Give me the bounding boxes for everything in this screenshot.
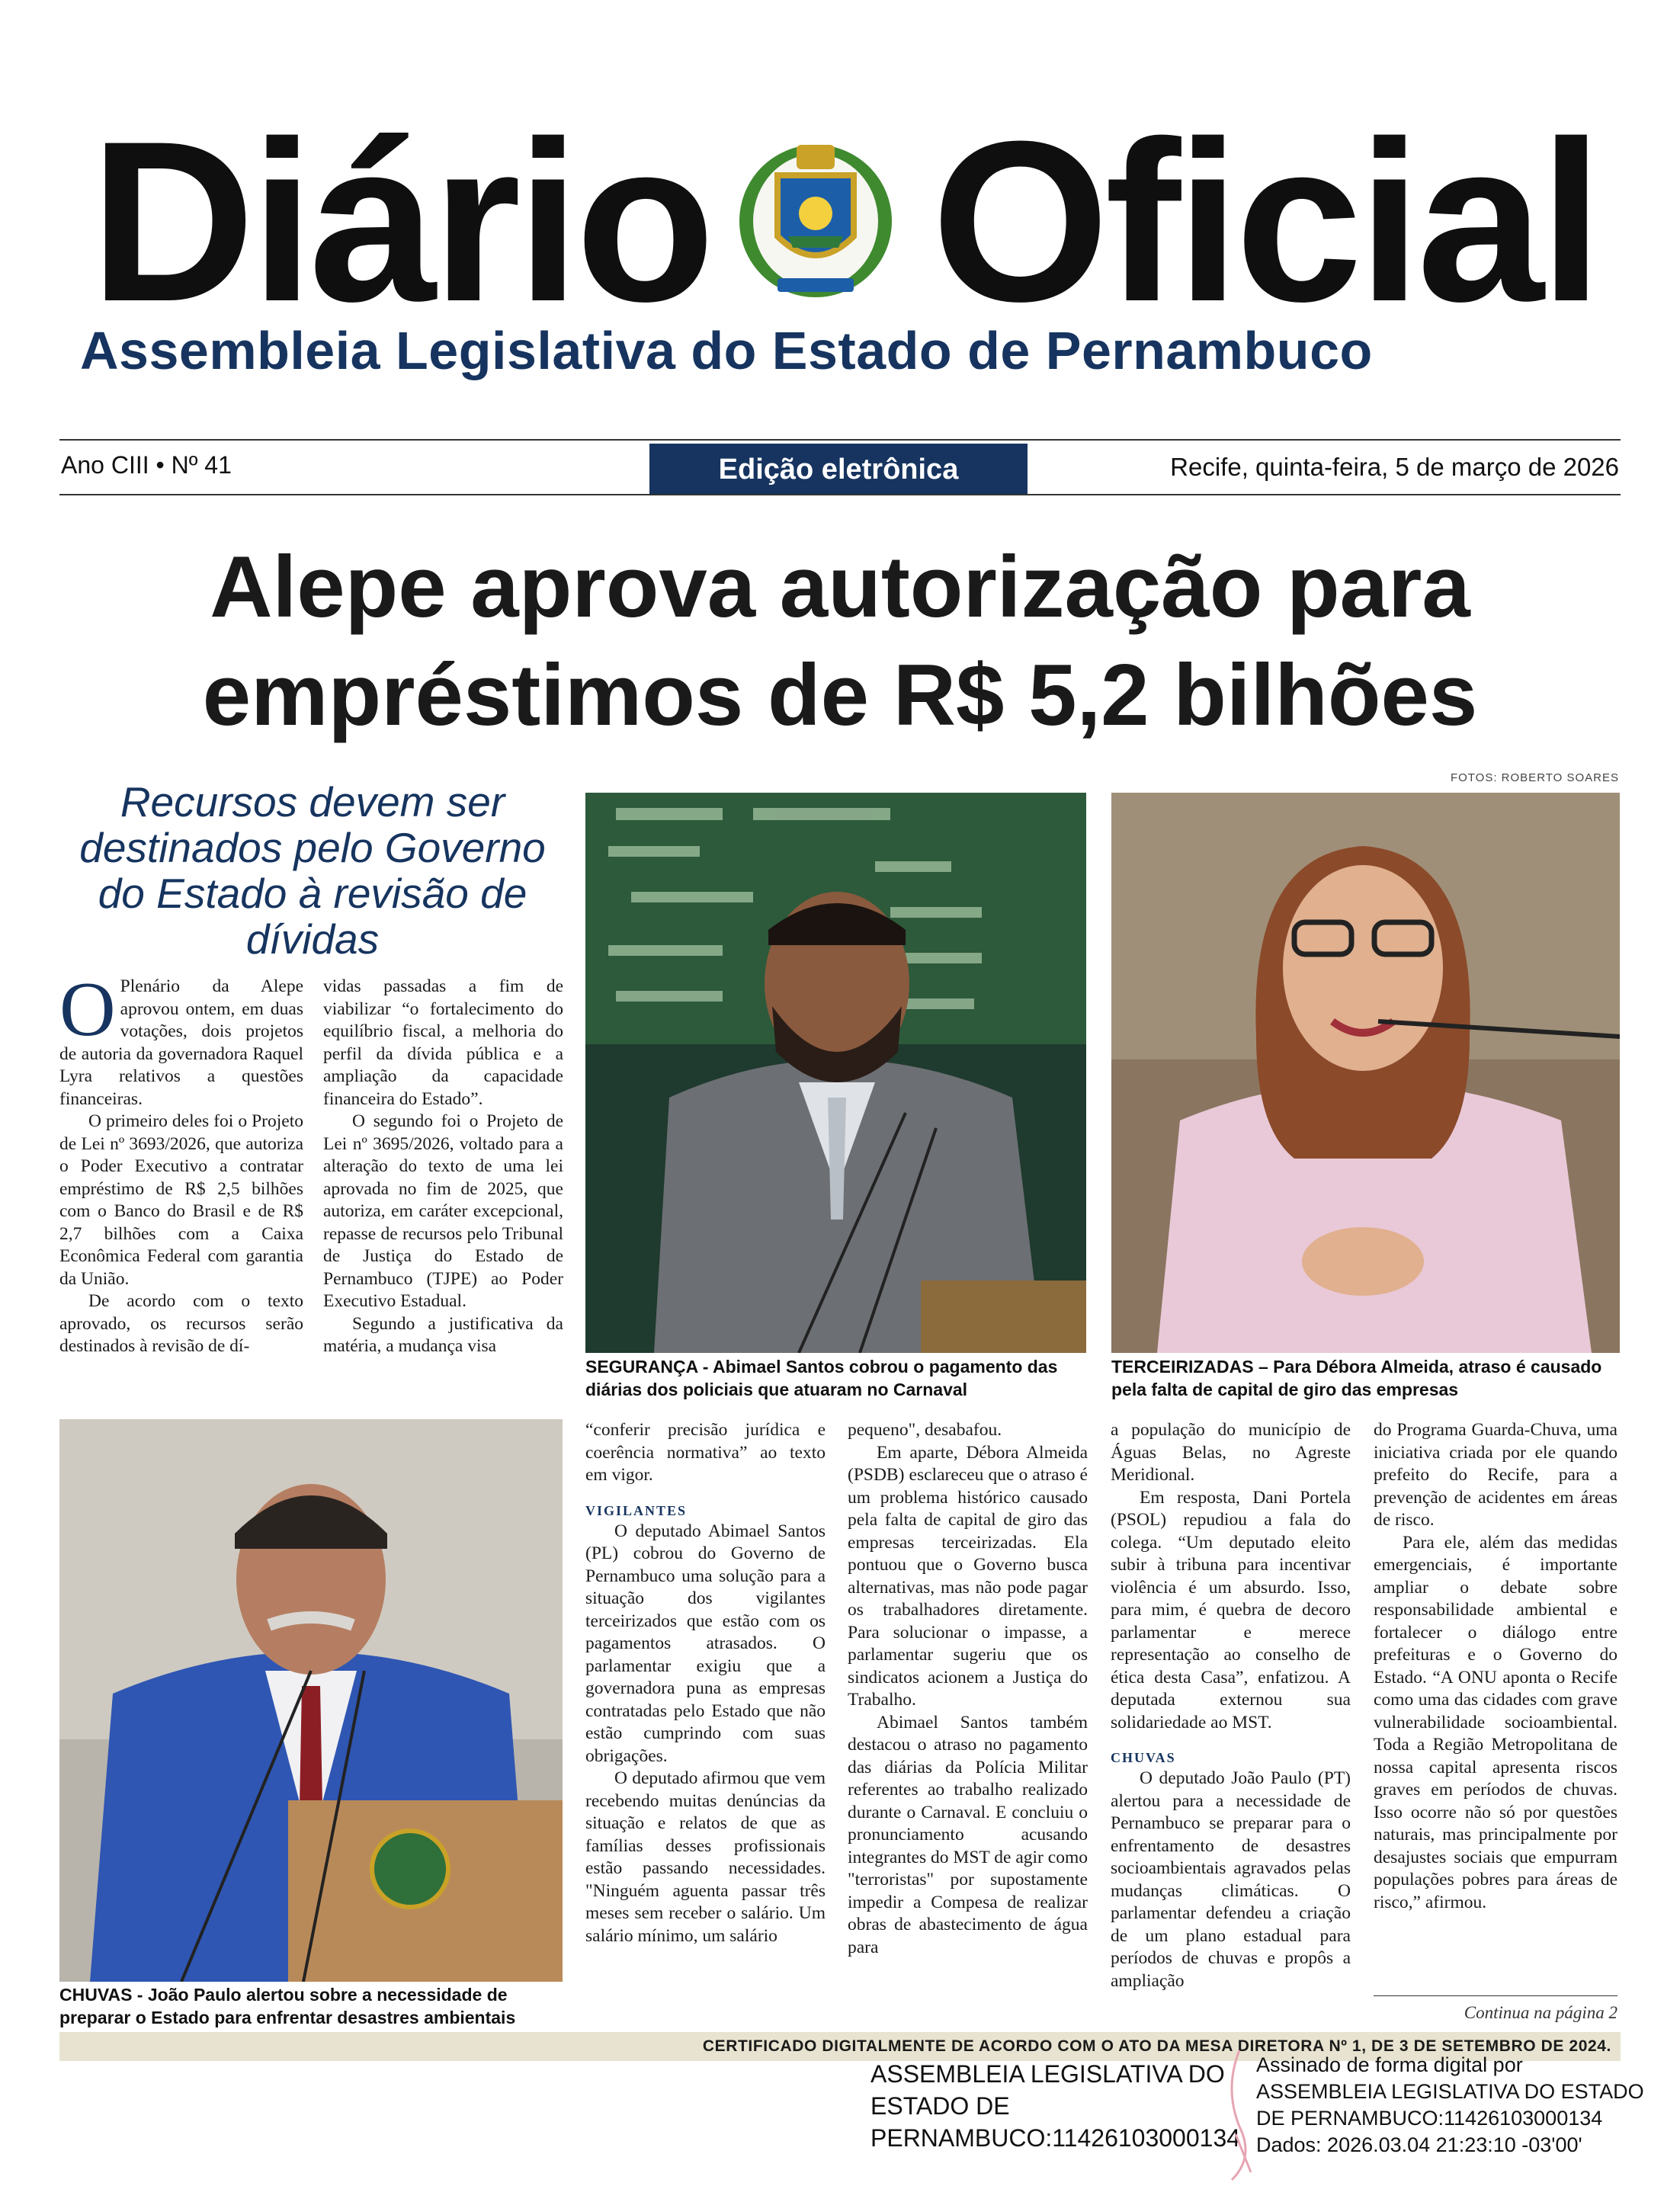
col2-p3: Segundo a justificativa da matéria, a mudança visa (323, 1313, 563, 1356)
headline-line2: empréstimos de R$ 5,2 bilhões (202, 647, 1478, 744)
digital-signature-icon (1217, 2043, 1262, 2188)
col1-p2: O primeiro deles foi o Projeto de Lei nº 3693/2026, que autoriza o Poder Executivo a contratar empréstimo de R$ 2,5 bilhões com o Banco do Brasil e de R$ 2,7 bilhões com a Caixa Econômica Federal com garantia da União. (59, 1111, 303, 1289)
signature-detail-line1: Assinado de forma digital por (1256, 2053, 1523, 2076)
photo1-caption: SEGURANÇA - Abimael Santos cobrou o pagamento das diárias dos policiais que atuaram no Carnaval (585, 1357, 1058, 1399)
photo1-caption-label: SEGURANÇA (585, 1357, 698, 1377)
edition-label: Edição eletrônica (718, 453, 959, 486)
article-column-2 (323, 976, 563, 1358)
photo2-caption: TERCEIRIZADAS – Para Débora Almeida, atraso é causado pela falta de capital de giro das empresas (1111, 1357, 1602, 1399)
article-column-3 (585, 1419, 826, 1947)
subhead-chuvas: CHUVAS (1111, 1750, 1176, 1765)
subhead-vigilantes: VIGILANTES (585, 1502, 688, 1518)
col3-p2: O deputado Abimael Santos (PL) cobrou do Governo de Pernambuco uma solução para a situação dos vigilantes terceirizados que estão com os pagamentos atrasados. O parlamentar exigiu que a governadora puna as empresas contratadas pelo Estado que não estão cumprindo com suas obrigações. (585, 1521, 826, 1766)
photo-joao-paulo (59, 1419, 563, 1982)
col1-p3: De acordo com o texto aprovado, os recursos serão destinados à revisão de dí- (59, 1291, 303, 1356)
col6-p1: do Programa Guarda-Chuva, uma iniciativa criada por ele quando prefeito do Recife, para a prevenção de acidentes em áreas de risco. (1374, 1420, 1617, 1530)
photo3-caption: CHUVAS - João Paulo alertou sobre a necessidade de preparar o Estado para enfrentar desastres ambientais (59, 1985, 516, 2027)
edition-badge (649, 444, 1028, 495)
photo2-caption-text: Para Débora Almeida, atraso é causado pela falta de capital de giro das empresas (1111, 1357, 1602, 1399)
photo-debora-almeida (1111, 793, 1620, 1353)
signature-name (870, 2058, 1267, 2154)
masthead-subtitle: Assembleia Legislativa do Estado de Pernambuco (80, 321, 1373, 380)
signature-detail-line2: ASSEMBLEIA LEGISLATIVA DO ESTADO (1256, 2080, 1644, 2103)
photo2-caption-label: TERCEIRIZADAS (1111, 1357, 1254, 1377)
article-column-4 (848, 1419, 1088, 1959)
masthead-title-right: Oficial (931, 93, 1598, 349)
bottom-rule (59, 494, 1621, 495)
col1-p1: Plenário da Alepe aprovou ontem, em duas votações, dois projetos de autoria da governadora Raquel Lyra relativos a questões financeiras. (59, 976, 303, 1109)
continua-rule (1374, 1995, 1617, 1996)
col4-p2: Em aparte, Débora Almeida (PSDB) esclareceu que o atraso é um problema histórico causado pela falta de capital de giro das empresas terceirizadas. Ela pontuou que o Governo busca alternativas, mas não pode pagar os trabalhadores diretamente. Para solucionar o impasse, a parlamentar sugeriu que os sindicatos acionem a Justiça do Trabalho. (848, 1442, 1088, 1710)
photo-credit: FOTOS: ROBERTO SOARES (1450, 771, 1619, 784)
photo1-caption-text: Abimael Santos cobrou o pagamento das diárias dos policiais que atuaram no Carnaval (585, 1357, 1058, 1399)
col5-p3: O deputado João Paulo (PT) alertou para a necessidade de Pernambuco se preparar para o enfrentamento de desastres socioambientais agravados pelas mudanças climáticas. O parlamentar defendeu a criação de um plano estadual para períodos de chuvas e propôs a ampliação (1111, 1768, 1351, 1991)
signature-detail-line3: DE PERNAMBUCO:11426103000134 (1256, 2107, 1603, 2130)
signature-name-line3: PERNAMBUCO:11426103000134 (870, 2124, 1241, 2152)
article-column-6 (1374, 1419, 1617, 1914)
top-rule (59, 439, 1621, 441)
dropcap: O (59, 966, 116, 1053)
masthead-title-left: Diário (90, 93, 711, 349)
issue-number: Ano CIII • Nº 41 (61, 451, 232, 479)
photo3-caption-text: João Paulo alertou sobre a necessidade de preparar o Estado para enfrentar desastres ambientais (59, 1985, 516, 2027)
issue-date: Recife, quinta-feira, 5 de março de 2026 (1170, 453, 1619, 481)
col3-p3: O deputado afirmou que vem recebendo muitas denúncias da situação e relatos de que as famílias desses profissionais estão passando necessidades. "Ninguém aguenta passar três meses sem receber o salário. Um salário mínimo, um salário (585, 1768, 826, 1946)
headline (59, 534, 1621, 750)
col4-p3: Abimael Santos também destacou o atraso no pagamento das diárias da Polícia Militar referentes ao trabalho realizado durante o Carnaval. E concluiu o pronunciamento acusando integrantes do MST de agir como "terroristas" por supostamente impedir a Compesa de realizar obras de abastecimento de água para (848, 1712, 1088, 1957)
deck: Recursos devem ser destinados pelo Governo do Estado à revisão de dívidas (79, 778, 546, 963)
col2-p2: O segundo foi o Projeto de Lei nº 3695/2026, voltado para a alteração do texto de uma lei aprovada no fim de 2025, que autoriza, em caráter excepcional, repasse de recursos pelo Tribunal de Justiça do Estado de Pernambuco (TJPE) ao Poder Executivo Estadual. (323, 1111, 563, 1311)
article-column-1 (59, 966, 303, 1358)
signature-details (1256, 2052, 1653, 2159)
col4-p1: pequeno", desabafou. (848, 1420, 1002, 1440)
headline-line1: Alepe aprova autorização para (210, 539, 1470, 636)
col5-p1: a população do município de Águas Belas, no Agreste Meridional. (1111, 1420, 1351, 1485)
col6-p2: Para ele, além das medidas emergenciais, é importante ampliar o debate sobre responsabilidade ambiental e fortalecer o diálogo entre prefeituras e o Governo do Estado. “A ONU aponta o Recife como uma das cidades com grave vulnerabilidade socioambiental. Toda a Região Metropolitana de nossa capital apresenta riscos graves em períodos de chuvas. Isso ocorre não só por questões naturais, mas principalmente por desajustes sociais que empurram populações pobres para áreas de risco,” afirmou. (1374, 1532, 1617, 1912)
signature-name-line2: ESTADO DE (870, 2092, 1010, 2120)
photo-abimael-santos (585, 793, 1086, 1353)
article-column-5 (1111, 1419, 1351, 1992)
certification-text: CERTIFICADO DIGITALMENTE DE ACORDO COM O ATO DA MESA DIRETORA Nº 1, DE 3 DE SETEMBRO DE 2024. (702, 2037, 1611, 2055)
col3-p1: “conferir precisão jurídica e coerência normativa” ao texto em vigor. (585, 1420, 826, 1485)
signature-detail-line4: Dados: 2026.03.04 21:23:10 -03'00' (1256, 2133, 1582, 2156)
signature-name-line1: ASSEMBLEIA LEGISLATIVA DO (870, 2060, 1225, 2088)
continued-link[interactable]: Continua na página 2 (1464, 2003, 1617, 2022)
col5-p2: Em resposta, Dani Portela (PSOL) repudiou a fala do colega. “Um deputado eleito subir à tribuna para incentivar violência é um absurdo. Isso, para mim, é quebra de decoro parlamentar e merece representação ao conselho de ética desta Casa”, enfatizou. A deputada externou sua solidariedade ao MST. (1111, 1487, 1351, 1732)
col2-p1: vidas passadas a fim de viabilizar “o fortalecimento do equilíbrio fiscal, a melhoria do perfil da dívida pública e a ampliação da capacidade financeira do Estado”. (323, 976, 563, 1109)
photo3-caption-label: CHUVAS (59, 1985, 133, 2005)
pernambuco-coat-of-arms-icon (724, 122, 907, 305)
